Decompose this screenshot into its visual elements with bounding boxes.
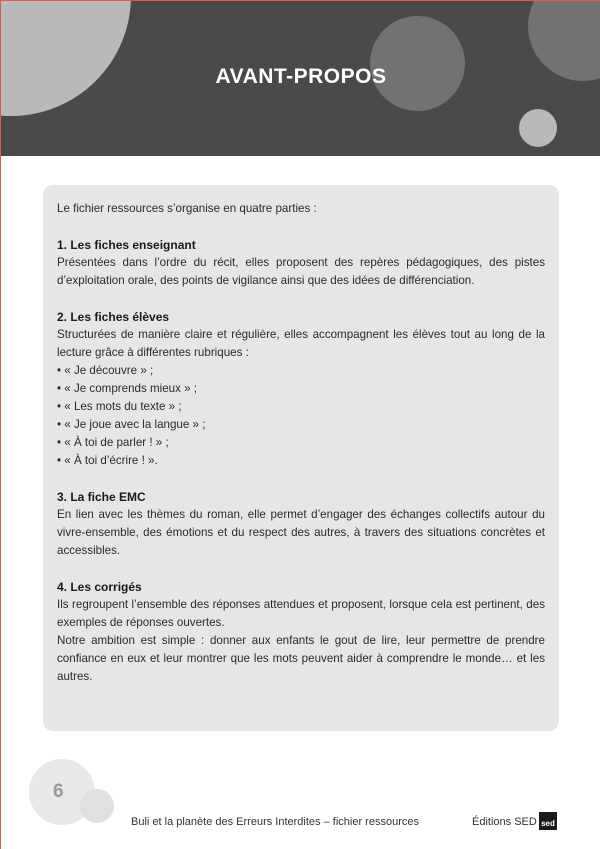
- decor-circle: [519, 109, 557, 147]
- section-paragraph: Notre ambition est simple : donner aux enfants le gout de lire, leur permettre de prendre confiance en eux et leur montrer que les mots peuvent aider à comprendre le monde… et les autres.: [57, 634, 545, 683]
- section-paragraph: Ils regroupent l’ensemble des réponses attendues et proposent, lorsque cela est pertinent, des exemples de réponses ouvertes.: [57, 598, 545, 629]
- footer-publisher: Éditions SED: [472, 816, 537, 828]
- page-header: [1, 1, 600, 156]
- section-heading: 4. Les corrigés: [57, 580, 142, 594]
- section-fiches-enseignant: [57, 236, 545, 290]
- section-paragraph: En lien avec les thèmes du roman, elle permet d’engager des échanges collectifs autour du vivre-ensemble, des émotions et du respect des autres, à travers des situations concrètes et accessibles.: [57, 508, 545, 557]
- list-item: • « Je comprends mieux » ;: [57, 380, 545, 398]
- decor-circle: [80, 789, 114, 823]
- list-item: • « Je découvre » ;: [57, 362, 545, 380]
- content-box: [43, 185, 559, 731]
- section-corriges: [57, 578, 545, 686]
- publisher-logo: sed: [539, 812, 557, 830]
- list-item: • « Les mots du texte » ;: [57, 398, 545, 416]
- list-item: • « À toi d’écrire ! ».: [57, 452, 545, 470]
- section-paragraph: Présentées dans l’ordre du récit, elles proposent des repères pédagogiques, des pistes d’exploitation orale, des points de vigilance ainsi que des idées de différenciation.: [57, 256, 545, 287]
- footer-book-title: Buli et la planète des Erreurs Interdites – fichier ressources: [131, 816, 419, 828]
- section-heading: 2. Les fiches élèves: [57, 310, 170, 324]
- section-fiches-eleves: [57, 308, 545, 470]
- list-item: • « Je joue avec la langue » ;: [57, 416, 545, 434]
- intro-text: Le fichier ressources s’organise en quatre parties :: [57, 202, 317, 215]
- section-fiche-emc: [57, 488, 545, 560]
- section-paragraph: Structurées de manière claire et régulière, elles accompagnent les élèves tout au long de la lecture grâce à différentes rubriques :: [57, 328, 545, 359]
- decor-circle: [370, 16, 465, 111]
- page-number: 6: [53, 781, 64, 802]
- page-title: AVANT-PROPOS: [215, 65, 387, 88]
- decor-circle: [1, 1, 131, 116]
- list-item: • « À toi de parler ! » ;: [57, 434, 545, 452]
- section-heading: 3. La fiche EMC: [57, 490, 146, 504]
- rubric-list: [57, 362, 545, 470]
- section-heading: 1. Les fiches enseignant: [57, 238, 196, 252]
